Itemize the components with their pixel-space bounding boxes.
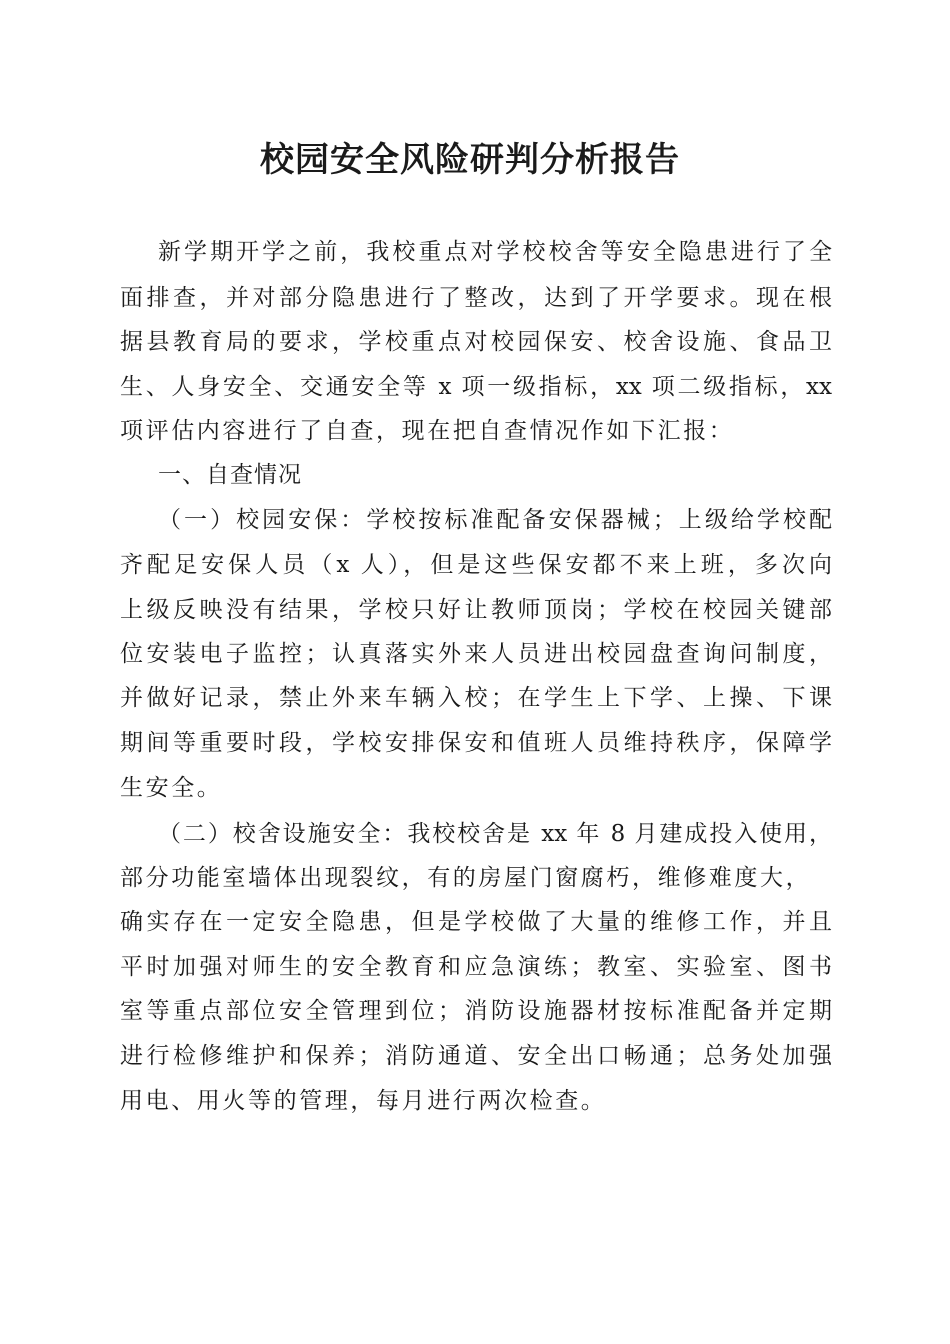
document-title: 校园安全风险研判分析报告 bbox=[260, 140, 680, 180]
para1-line-1: （一）校园安保：学校按标准配备安保器械；上级给学校配 bbox=[158, 507, 832, 533]
para1-line-7: 生安全。 bbox=[120, 775, 223, 801]
intro-line-1: 新学期开学之前，我校重点对学校校舍等安全隐患进行了全 bbox=[158, 239, 832, 265]
para2-line-1: （二）校舍设施安全：我校校舍是 xx 年 8 月建成投入使用， bbox=[158, 821, 832, 847]
para2-line-6: 进行检修维护和保养；消防通道、安全出口畅通；总务处加强 bbox=[120, 1043, 832, 1069]
intro-line-5: 项评估内容进行了自查，现在把自查情况作如下汇报： bbox=[120, 418, 735, 444]
para2-line-3: 确实存在一定安全隐患，但是学校做了大量的维修工作，并且 bbox=[120, 909, 832, 935]
para1-line-5: 并做好记录，禁止外来车辆入校；在学生上下学、上操、下课 bbox=[120, 685, 832, 711]
para2-line-4: 平时加强对师生的安全教育和应急演练；教室、实验室、图书 bbox=[120, 954, 832, 980]
para2-line-7: 用电、用火等的管理，每月进行两次检查。 bbox=[120, 1088, 607, 1114]
para2-line-2: 部分功能室墙体出现裂纹，有的房屋门窗腐朽，维修难度大， bbox=[120, 865, 812, 891]
para1-line-3: 上级反映没有结果，学校只好让教师顶岗；学校在校园关键部 bbox=[120, 597, 832, 623]
para1-line-4: 位安装电子监控；认真落实外来人员进出校园盘查询问制度， bbox=[120, 641, 832, 667]
intro-line-2: 面排查，并对部分隐患进行了整改，达到了开学要求。现在根 bbox=[120, 285, 832, 311]
para1-line-6: 期间等重要时段，学校安排保安和值班人员维持秩序，保障学 bbox=[120, 730, 832, 756]
intro-line-4: 生、人身安全、交通安全等 x 项一级指标，xx 项二级指标，xx bbox=[120, 374, 832, 400]
intro-line-3: 据县教育局的要求，学校重点对校园保安、校舍设施、食品卫 bbox=[120, 329, 832, 355]
para1-line-2: 齐配足安保人员（x 人），但是这些保安都不来上班，多次向 bbox=[120, 552, 832, 578]
section-heading: 一、自查情况 bbox=[158, 462, 302, 488]
para2-line-5: 室等重点部位安全管理到位；消防设施器材按标准配备并定期 bbox=[120, 998, 832, 1024]
